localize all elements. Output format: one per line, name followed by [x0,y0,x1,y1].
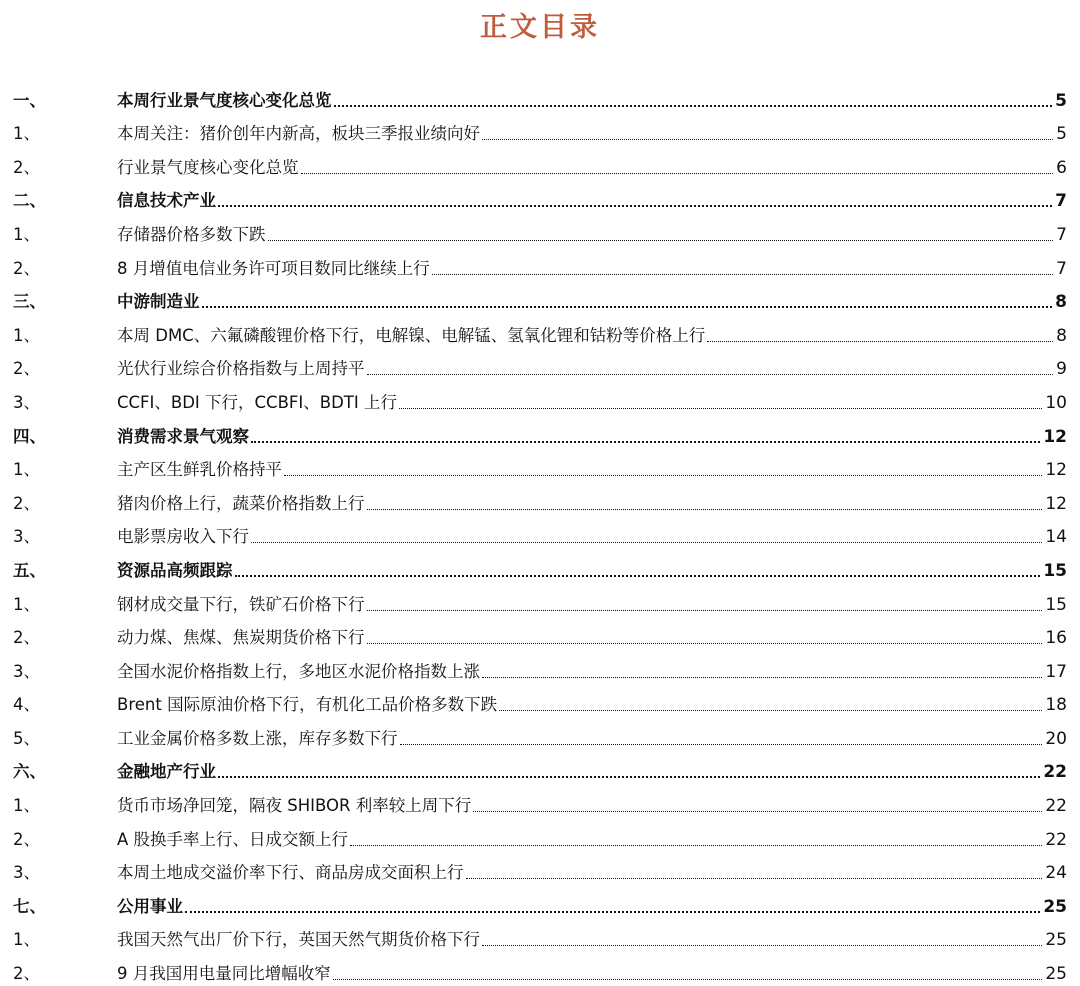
toc-page-number[interactable]: 25 [1045,964,1067,985]
toc-page-number[interactable]: 8 [1056,325,1067,346]
toc-subsection-entry[interactable] [13,516,1067,550]
toc-section-entry[interactable] [13,415,1067,449]
toc-entry-number: 2、 [13,628,40,648]
dot-leader [284,475,1042,476]
dot-leader [202,306,1053,308]
dot-leader [499,710,1042,711]
toc-entry-title[interactable]: 行业景气度核心变化总览 [117,157,299,177]
dot-leader [432,274,1053,275]
toc-page-number[interactable]: 5 [1056,124,1067,145]
dot-leader [251,542,1042,543]
toc-entry-number: 三、 [13,292,46,312]
toc-entry-title[interactable]: 本周关注：猪价创年内新高，板块三季报业绩向好 [117,124,480,144]
toc-subsection-entry[interactable] [13,952,1067,986]
dot-leader [399,408,1042,409]
toc-entry-title[interactable]: 主产区生鲜乳价格持平 [117,460,282,480]
dot-leader [185,911,1040,913]
toc-entry-number: 七、 [13,896,46,916]
toc-subsection-entry[interactable] [13,314,1067,348]
dot-leader [367,643,1043,644]
toc-section-entry[interactable] [13,79,1067,113]
toc-entry-title[interactable]: A 股换手率上行、日成交额上行 [117,829,349,849]
toc-entry-title[interactable]: 光伏行业综合价格指数与上周持平 [117,359,365,379]
toc-subsection-entry[interactable] [13,717,1067,751]
toc-title: 正文目录 [480,12,600,43]
toc-subsection-entry[interactable] [13,684,1067,718]
toc-page-number[interactable]: 24 [1045,863,1067,884]
toc-page-number[interactable]: 7 [1056,224,1067,245]
toc-page-number[interactable]: 7 [1055,191,1067,212]
toc-entry-title[interactable]: 本周行业景气度核心变化总览 [117,90,332,110]
toc-section-entry[interactable] [13,885,1067,919]
toc-entry-number: 5、 [13,728,40,748]
toc-subsection-entry[interactable] [13,348,1067,382]
toc-entry-title[interactable]: 货币市场净回笼，隔夜 SHIBOR 利率较上周下行 [117,796,472,816]
toc-subsection-entry[interactable] [13,381,1067,415]
toc-subsection-entry[interactable] [13,919,1067,953]
toc-entry-number: 1、 [13,594,40,614]
toc-subsection-entry[interactable] [13,818,1067,852]
toc-page-number[interactable]: 17 [1045,661,1067,682]
toc-entry-number: 1、 [13,796,40,816]
toc-section-entry[interactable] [13,751,1067,785]
dot-leader [218,776,1040,778]
toc-entry-number: 1、 [13,325,40,345]
toc-page-number[interactable]: 22 [1045,829,1067,850]
toc-section-entry[interactable] [13,180,1067,214]
dot-leader [333,979,1043,980]
toc-entry-number: 六、 [13,762,46,782]
toc-entry-title[interactable]: 钢材成交量下行，铁矿石价格下行 [117,594,365,614]
toc-entry-number: 3、 [13,527,40,547]
toc-subsection-entry[interactable] [13,784,1067,818]
dot-leader [350,845,1042,846]
toc-page-number[interactable]: 22 [1045,796,1067,817]
toc-subsection-entry[interactable] [13,146,1067,180]
toc-entry-title[interactable]: 猪肉价格上行，蔬菜价格指数上行 [117,493,365,513]
dot-leader [218,205,1052,207]
toc-page-number[interactable]: 16 [1045,628,1067,649]
dot-leader [707,341,1053,342]
toc-entry-title[interactable]: Brent 国际原油价格下行，有机化工品价格多数下跌 [117,695,498,715]
dot-leader [301,173,1054,174]
toc-page-number[interactable]: 15 [1045,594,1067,615]
toc-entry-number: 2、 [13,157,40,177]
toc-entry-title[interactable]: 我国天然气出厂价下行，英国天然气期货价格下行 [117,930,480,950]
toc-entry-title[interactable]: 工业金属价格多数上涨，库存多数下行 [117,728,398,748]
toc-section-entry[interactable] [13,549,1067,583]
toc-entry-title[interactable]: 本周 DMC、六氟磷酸锂价格下行，电解镍、电解锰、氢氧化锂和钴粉等价格上行 [117,325,706,345]
toc-subsection-entry[interactable] [13,247,1067,281]
table-of-contents [13,79,1067,986]
toc-page-number[interactable]: 18 [1045,695,1067,716]
toc-entry-number: 2、 [13,258,40,278]
toc-entry-title[interactable]: 全国水泥价格指数上行，多地区水泥价格指数上涨 [117,661,480,681]
toc-entry-title[interactable]: 中游制造业 [117,292,200,312]
toc-entry-number: 3、 [13,863,40,883]
toc-page-number[interactable]: 12 [1045,460,1067,481]
toc-entry-title[interactable]: 消费需求景气观察 [117,426,249,446]
toc-page-number[interactable]: 15 [1043,560,1067,581]
toc-entry-title[interactable]: 本周土地成交溢价率下行、商品房成交面积上行 [117,863,464,883]
dot-leader [251,441,1040,443]
toc-subsection-entry[interactable] [13,482,1067,516]
dot-leader [235,575,1041,577]
toc-page-number[interactable]: 12 [1043,426,1067,447]
dot-leader [466,878,1043,879]
toc-entry-number: 五、 [13,560,46,580]
toc-subsection-entry[interactable] [13,113,1067,147]
toc-entry-number: 4、 [13,695,40,715]
toc-entry-number: 1、 [13,224,40,244]
toc-subsection-entry[interactable] [13,583,1067,617]
toc-page-number[interactable]: 9 [1056,359,1067,380]
toc-entry-number: 3、 [13,661,40,681]
toc-entry-title[interactable]: 公用事业 [117,896,183,916]
toc-page-number[interactable]: 5 [1055,90,1067,111]
toc-page-number[interactable]: 20 [1045,728,1067,749]
toc-entry-number: 2、 [13,493,40,513]
toc-subsection-entry[interactable] [13,650,1067,684]
toc-entry-number: 2、 [13,359,40,379]
toc-entry-number: 1、 [13,930,40,950]
toc-subsection-entry[interactable] [13,852,1067,886]
toc-entry-number: 2、 [13,829,40,849]
toc-page-number[interactable]: 6 [1056,157,1067,178]
toc-page-number[interactable]: 10 [1045,392,1067,413]
dot-leader [482,139,1053,140]
toc-entry-number: 3、 [13,392,40,412]
toc-page-number[interactable]: 25 [1043,896,1067,917]
toc-page-number[interactable]: 12 [1045,493,1067,514]
dot-leader [473,811,1042,812]
toc-entry-title[interactable]: 资源品高频跟踪 [117,560,233,580]
toc-entry-title[interactable]: 动力煤、焦煤、焦炭期货价格下行 [117,628,365,648]
dot-leader [482,945,1042,946]
toc-entry-number: 一、 [13,90,46,110]
dot-leader [367,374,1054,375]
toc-entry-number: 二、 [13,191,46,211]
toc-entry-title[interactable]: CCFI、BDI 下行，CCBFI、BDTI 上行 [117,392,397,412]
toc-entry-title[interactable]: 8 月增值电信业务许可项目数同比继续上行 [117,258,430,278]
toc-entry-number: 2、 [13,964,40,984]
toc-entry-number: 1、 [13,460,40,480]
toc-page-number[interactable]: 8 [1055,292,1067,313]
dot-leader [367,610,1043,611]
toc-entry-number: 四、 [13,426,46,446]
dot-leader [367,509,1043,510]
dot-leader [482,677,1042,678]
toc-entry-title[interactable]: 存储器价格多数下跌 [117,224,266,244]
dot-leader [400,744,1043,745]
dot-leader [334,105,1053,107]
toc-entry-title[interactable]: 9 月我国用电量同比增幅收窄 [117,964,331,984]
toc-entry-title[interactable]: 电影票房收入下行 [117,527,249,547]
toc-page-number[interactable]: 22 [1043,762,1067,783]
toc-entry-title[interactable]: 金融地产行业 [117,762,216,782]
toc-subsection-entry[interactable] [13,213,1067,247]
toc-subsection-entry[interactable] [13,449,1067,483]
toc-entry-title[interactable]: 信息技术产业 [117,191,216,211]
toc-page-number[interactable]: 7 [1056,258,1067,279]
toc-page-number[interactable]: 25 [1045,930,1067,951]
toc-page-number[interactable]: 14 [1045,527,1067,548]
toc-subsection-entry[interactable] [13,617,1067,651]
dot-leader [268,240,1054,241]
toc-entry-number: 1、 [13,124,40,144]
toc-section-entry[interactable] [13,281,1067,315]
